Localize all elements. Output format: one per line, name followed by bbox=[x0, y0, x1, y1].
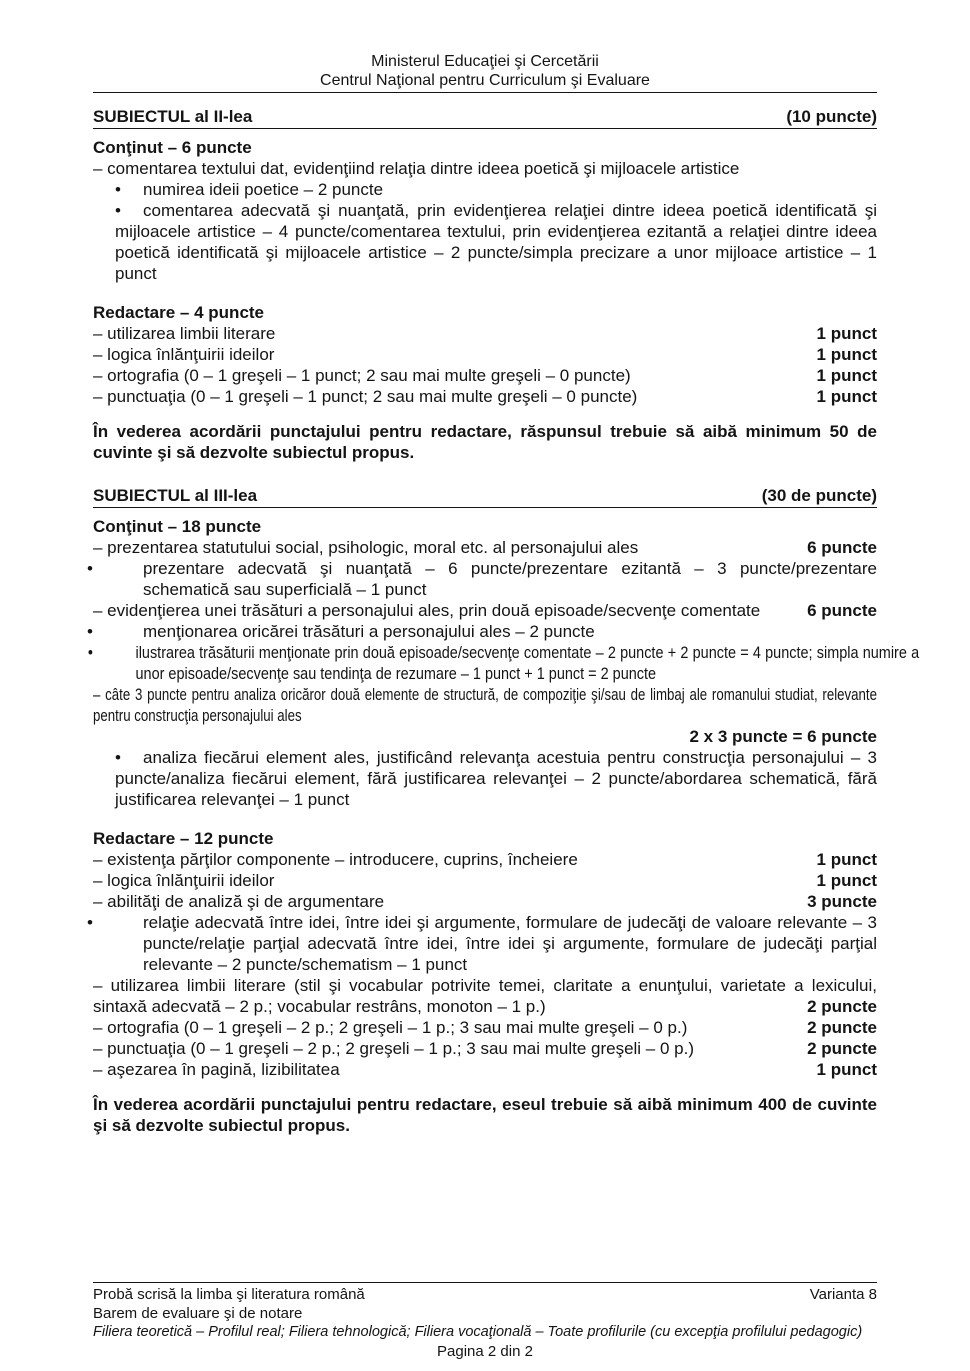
score-row bbox=[93, 870, 877, 891]
subject3-content-heading: Conţinut – 18 puncte bbox=[93, 517, 262, 536]
score-row-label: – utilizarea limbii literare bbox=[93, 324, 276, 343]
subject2-note: În vederea acordării punctajului pentru redactare, răspunsul trebuie să aibă minimum 50 de cuvinte şi să dezvolte subiectul propus. bbox=[93, 422, 877, 462]
subject2-redactare-heading: Redactare – 4 puncte bbox=[93, 303, 265, 322]
score-row bbox=[93, 537, 877, 558]
score-row-label: – abilităţi de analiză şi de argumentare bbox=[93, 892, 385, 911]
subject3-redactare-heading: Redactare – 12 puncte bbox=[93, 829, 274, 848]
subject2-heading bbox=[93, 106, 877, 129]
score-row bbox=[93, 891, 877, 912]
score-row bbox=[93, 365, 877, 386]
score-row-points: 1 punct bbox=[816, 387, 877, 406]
score-row-label: – logica înlănţuirii ideilor bbox=[93, 871, 275, 890]
footer-page-number: Pagina 2 din 2 bbox=[437, 1343, 533, 1360]
score-row-points: 1 punct bbox=[816, 366, 877, 385]
subject3-points: (30 de puncte) bbox=[761, 486, 877, 505]
score-row-label: – prezentarea statutului social, psihologic, moral etc. al personajului ales bbox=[93, 538, 639, 557]
footer-rule bbox=[93, 1282, 877, 1283]
header-rule bbox=[93, 92, 877, 93]
score-row-label: – aşezarea în pagină, lizibilitatea bbox=[93, 1060, 340, 1079]
subject3-dash-cate3: – câte 3 puncte pentru analiza oricăror două elemente de structură, de compoziţie şi/sau de limbaj ale romanului studiat, relevante pentru construcţia personajului ales bbox=[93, 685, 877, 725]
subject3-heading bbox=[93, 485, 877, 508]
subject3-note: În vederea acordării punctajului pentru redactare, eseul trebuie să aibă minimum 400 de cuvinte şi să dezvolte subiectul propus. bbox=[93, 1095, 877, 1135]
score-row-label: – utilizarea limbii literare (stil şi vocabular potrivite temei, claritate a enunţului, varietate a lexicului, sintaxă adecvată – 2 p.; vocabular restrâns, monoton – 1 p.) bbox=[93, 976, 877, 1016]
score-row bbox=[93, 1017, 877, 1038]
score-row bbox=[93, 1038, 877, 1059]
score-row-points: 3 puncte bbox=[807, 892, 877, 911]
subject3-bullet-prezentare: • prezentare adecvată şi nuanţată – 6 puncte/prezentare ezitantă – 3 puncte/prezentare schematică sau superficială – 1 punct bbox=[93, 558, 877, 600]
subject2-points: (10 puncte) bbox=[786, 107, 877, 126]
subject3-bullet-analiza: • analiza fiecărui element ales, justificând relevanţa acestuia pentru construcţia personajului – 3 puncte/analiza fiecărui element, fără justificarea relevanţei – 2 puncte/abordarea schematică, fără justificarea relevanţei – 1 punct bbox=[93, 747, 877, 810]
score-row bbox=[93, 386, 877, 407]
score-row bbox=[93, 1059, 877, 1080]
footer-profiles: Filiera teoretică – Profilul real; Filiera tehnologică; Filiera vocaţională – Toate profilurile (cu excepţia profilului pedagogic) bbox=[93, 1324, 863, 1340]
document-header bbox=[93, 52, 877, 90]
score-row-label: – punctuaţia (0 – 1 greşeli – 2 p.; 2 greşeli – 1 p.; 3 sau mai multe greşeli – 0 p.) bbox=[93, 1039, 695, 1058]
score-row-points: 2 puncte bbox=[807, 1018, 877, 1037]
score-row-points: 2 puncte bbox=[807, 1039, 877, 1058]
score-row bbox=[93, 849, 877, 870]
score-row-label: – logica înlănţuirii ideilor bbox=[93, 345, 275, 364]
score-row-points: 1 punct bbox=[816, 324, 877, 343]
score-row-points: 6 puncte bbox=[807, 601, 877, 620]
subject2-bullet-2: • comentarea adecvată şi nuanţată, prin evidenţierea relaţiei dintre ideea poetică identificată şi mijloacele artistice – 4 puncte/comentarea textului, prin evidenţierea ezitantă a relaţiei dintre ideea poetică identificată şi mijloacele artistice – 2 puncte/simpla precizare a unor mijloace artistice – 1 punct bbox=[93, 200, 877, 284]
center-name: Centrul Naţional pentru Curriculum şi Evaluare bbox=[320, 72, 650, 89]
score-row-label: – punctuaţia (0 – 1 greşeli – 1 punct; 2 sau mai multe greşeli – 0 puncte) bbox=[93, 387, 638, 406]
score-row-points: 1 punct bbox=[816, 345, 877, 364]
footer-exam-name: Probă scrisă la limba şi literatura română bbox=[93, 1286, 365, 1303]
score-row-points: 2 puncte bbox=[807, 997, 877, 1016]
score-row bbox=[93, 323, 877, 344]
subject2-dash-item: – comentarea textului dat, evidenţiind relaţia dintre ideea poetică şi mijloacele artistice bbox=[93, 159, 740, 178]
subject2-bullet-1: • numirea ideii poetice – 2 puncte bbox=[93, 179, 877, 200]
score-row bbox=[93, 344, 877, 365]
score-row-label: – evidenţierea unei trăsături a personajului ales, prin două episoade/secvenţe comentate bbox=[93, 601, 761, 620]
score-row-label: – ortografia (0 – 1 greşeli – 1 punct; 2 sau mai multe greşeli – 0 puncte) bbox=[93, 366, 631, 385]
footer-doc-type: Barem de evaluare şi de notare bbox=[93, 1305, 303, 1322]
score-row-points: 6 puncte bbox=[807, 538, 877, 557]
subject3-title: SUBIECTUL al III-lea bbox=[93, 486, 258, 505]
subject3-bullet-ilustrarea: • ilustrarea trăsăturii menţionate prin două episoade/secvenţe comentate – 2 puncte + 2 puncte = 4 puncte; simpla numire a unor episoade/secvenţe sau tendinţa de rezumare – 1 punct + 1 punct = 2 puncte bbox=[93, 642, 919, 684]
subject3-bullet-mentionarea: • menţionarea oricărei trăsături a personajului ales – 2 puncte bbox=[93, 621, 877, 642]
ministry-name: Ministerul Educaţiei şi Cercetării bbox=[371, 53, 599, 70]
score-row-label: – existenţa părţilor componente – introducere, cuprins, încheiere bbox=[93, 850, 578, 869]
subject2-content-heading: Conţinut – 6 puncte bbox=[93, 138, 252, 157]
score-row-utilizarea bbox=[93, 975, 877, 1017]
subject3-bullet-relatie: • relaţie adecvată între idei, între idei şi argumente, formulare de judecăţi de valoare relevante – 3 puncte/relaţie parţial adecvată între idei, între idei şi argumente, formulare de judecăţi parţial relevante – 2 puncte/schematism – 1 punct bbox=[93, 912, 877, 975]
subject3-total-line: 2 x 3 puncte = 6 puncte bbox=[689, 727, 877, 746]
document-footer bbox=[93, 1282, 877, 1361]
score-row-points: 1 punct bbox=[816, 871, 877, 890]
blank-area bbox=[93, 1136, 877, 1282]
subject2-title: SUBIECTUL al II-lea bbox=[93, 107, 253, 126]
score-row bbox=[93, 600, 877, 621]
score-row-points: 1 punct bbox=[816, 1060, 877, 1079]
score-row-points: 1 punct bbox=[816, 850, 877, 869]
footer-variant: Varianta 8 bbox=[809, 1286, 877, 1303]
score-row-label: – ortografia (0 – 1 greşeli – 2 p.; 2 greşeli – 1 p.; 3 sau mai multe greşeli – 0 p.) bbox=[93, 1018, 688, 1037]
